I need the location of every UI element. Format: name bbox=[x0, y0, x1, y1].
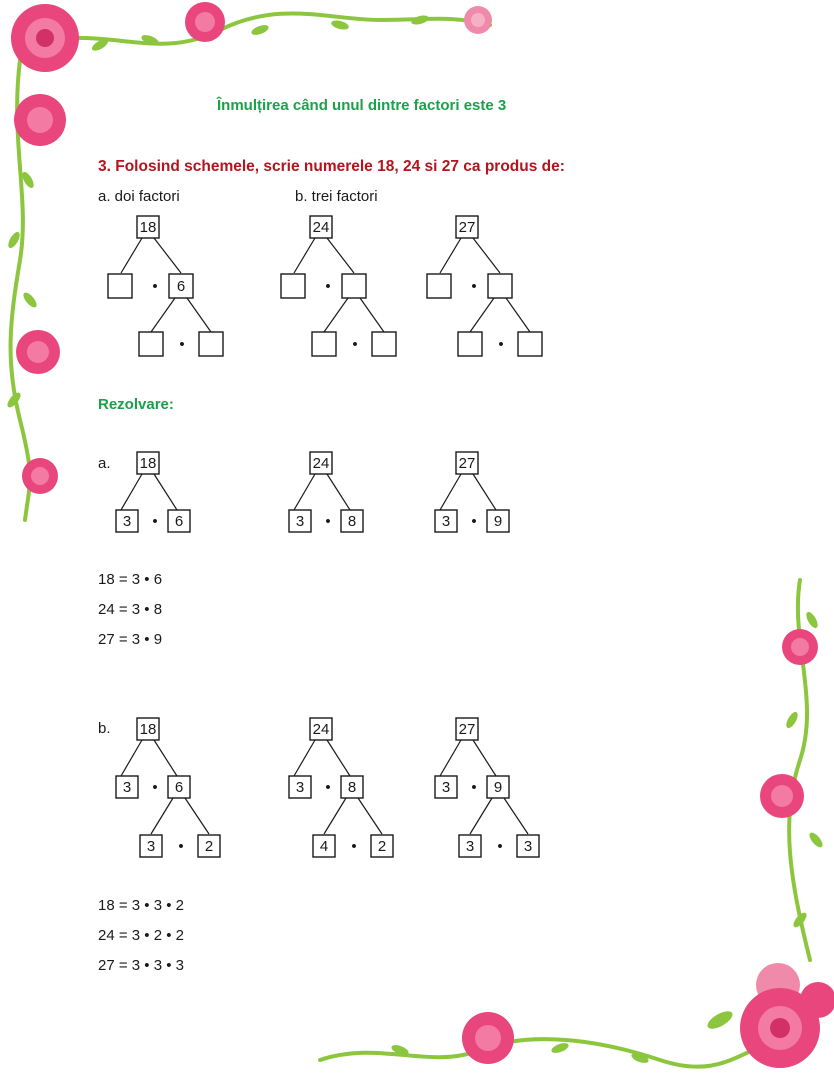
solution-b-tree-3-edge-sub-left bbox=[470, 798, 492, 834]
solution-b-tree-2-right-value: 8 bbox=[347, 779, 357, 796]
solution-b-tree-2-sub-left-value: 4 bbox=[319, 838, 329, 855]
solution-a-tree-1-edge-right bbox=[154, 474, 177, 510]
solution-b-tree-2-left-value: 3 bbox=[295, 779, 305, 796]
solution-a-tree-2-right-value: 8 bbox=[347, 513, 357, 530]
solution-b-tree-3-root-value: 27 bbox=[458, 721, 476, 738]
exercise-tree-2-edge-sub-right bbox=[360, 298, 384, 332]
solution-b-tree-1-right-value: 6 bbox=[174, 779, 184, 796]
solution-b-tree-1-sub-left-value: 3 bbox=[146, 838, 156, 855]
solution-a-tree-1-left-value: 3 bbox=[122, 513, 132, 530]
exercise-tree-1-dot: • bbox=[152, 278, 158, 295]
solution-b-tree-3-sub-dot: • bbox=[497, 838, 503, 855]
exercise-tree-2-edge-sub-left bbox=[324, 298, 348, 332]
exercise-tree-1-root-value: 18 bbox=[139, 219, 157, 236]
solution-b-tree-3-sub-left-value: 3 bbox=[465, 838, 475, 855]
solution-a-tree-2-edge-right bbox=[327, 474, 350, 510]
exercise-tree-2-edge-left bbox=[294, 238, 315, 273]
page-title: Înmulțirea când unul dintre factori este 3 bbox=[217, 97, 507, 114]
solution-b-tree-1-dot: • bbox=[152, 779, 158, 796]
solution-b-tree-1-left-value: 3 bbox=[122, 779, 132, 796]
solution-b-tree-2-edge-sub-left bbox=[324, 798, 346, 834]
exercise-tree-3-dot: • bbox=[471, 278, 477, 295]
solution-b-tree-2-sub-right-value: 2 bbox=[377, 838, 387, 855]
equation-b-3: 27 = 3 • 3 • 3 bbox=[98, 957, 184, 974]
exercise-tree-2-sub-dot: • bbox=[352, 336, 358, 353]
exercise-tree-1-edge-left bbox=[121, 238, 142, 273]
solution-b-tree-1-sub-dot: • bbox=[178, 838, 184, 855]
solution-a-tree-3-root-value: 27 bbox=[458, 455, 476, 472]
solution-a-tree-3-edge-left bbox=[440, 474, 461, 510]
solution-b-tree-2-dot: • bbox=[325, 779, 331, 796]
solution-b-tree-2-edge-left bbox=[294, 740, 315, 776]
exercise-tree-1-edge-sub-right bbox=[187, 298, 211, 332]
exercise-tree-3-edge-left bbox=[440, 238, 461, 273]
exercise-tree-2-sub-left-box bbox=[312, 332, 336, 356]
equation-a-3: 27 = 3 • 9 bbox=[98, 631, 163, 648]
solution-a-tree-3-edge-right bbox=[473, 474, 496, 510]
solution-a-tree-3-dot: • bbox=[471, 513, 477, 530]
solution-a-tree-3-right-value: 9 bbox=[493, 513, 503, 530]
exercise-tree-3-edge-sub-left bbox=[470, 298, 494, 332]
exercise-tree-2-root-value: 24 bbox=[312, 219, 330, 236]
exercise-tree-3-sub-right-box bbox=[518, 332, 542, 356]
exercise-tree-2-edge-right bbox=[327, 238, 354, 273]
solution-b-tree-3-right-value: 9 bbox=[493, 779, 503, 796]
option-a-label: a. doi factori bbox=[98, 188, 180, 205]
solution-a-tree-1-root-value: 18 bbox=[139, 455, 157, 472]
exercise-tree-1-right-value: 6 bbox=[176, 278, 186, 295]
solution-a-tree-2-dot: • bbox=[325, 513, 331, 530]
solution-b-tree-1-edge-right bbox=[154, 740, 177, 776]
solution-b-tree-3-edge-sub-right bbox=[504, 798, 528, 834]
solution-a-tree-3-left-value: 3 bbox=[441, 513, 451, 530]
exercise-tree-3-edge-right bbox=[473, 238, 500, 273]
solution-b-tree-3-edge-left bbox=[440, 740, 461, 776]
exercise-tree-1-edge-sub-left bbox=[151, 298, 175, 332]
solution-b-tree-1-edge-sub-left bbox=[151, 798, 173, 834]
solution-b-tree-1-edge-left bbox=[121, 740, 142, 776]
solution-b-tree-3-dot: • bbox=[471, 779, 477, 796]
solution-heading: Rezolvare: bbox=[98, 396, 174, 413]
exercise-tree-3-root-value: 27 bbox=[458, 219, 476, 236]
exercise-tree-1-sub-left-box bbox=[139, 332, 163, 356]
solution-a-tree-1-right-value: 6 bbox=[174, 513, 184, 530]
solution-b-tree-2-edge-sub-right bbox=[358, 798, 382, 834]
option-b-label: b. trei factori bbox=[295, 188, 378, 205]
solution-a-tree-2-left-value: 3 bbox=[295, 513, 305, 530]
exercise-tree-2-dot: • bbox=[325, 278, 331, 295]
exercise-tree-3-edge-sub-right bbox=[506, 298, 530, 332]
exercise-tree-1-edge-right bbox=[154, 238, 181, 273]
solution-b-tree-2-sub-dot: • bbox=[351, 838, 357, 855]
solution-b-tree-1-sub-right-value: 2 bbox=[204, 838, 214, 855]
solution-b-tree-2-edge-right bbox=[327, 740, 350, 776]
part-b-label: b. bbox=[98, 720, 111, 737]
solution-a-tree-2-edge-left bbox=[294, 474, 315, 510]
solution-b-tree-2-root-value: 24 bbox=[312, 721, 330, 738]
solution-b-tree-3-edge-right bbox=[473, 740, 496, 776]
exercise-tree-1-sub-right-box bbox=[199, 332, 223, 356]
solution-b-tree-1-root-value: 18 bbox=[139, 721, 157, 738]
solution-b-tree-1-edge-sub-right bbox=[185, 798, 209, 834]
exercise-tree-3-right-box bbox=[488, 274, 512, 298]
equation-b-1: 18 = 3 • 3 • 2 bbox=[98, 897, 184, 914]
solution-a-tree-2-root-value: 24 bbox=[312, 455, 330, 472]
exercise-tree-3-left-box bbox=[427, 274, 451, 298]
exercise-tree-3-sub-left-box bbox=[458, 332, 482, 356]
exercise-tree-2-sub-right-box bbox=[372, 332, 396, 356]
equation-a-1: 18 = 3 • 6 bbox=[98, 571, 163, 588]
solution-b-tree-3-sub-right-value: 3 bbox=[523, 838, 533, 855]
solution-a-tree-1-dot: • bbox=[152, 513, 158, 530]
equation-a-2: 24 = 3 • 8 bbox=[98, 601, 163, 618]
task-statement: 3. Folosind schemele, scrie numerele 18, 24 si 27 ca produs de: bbox=[98, 158, 565, 175]
exercise-tree-3-sub-dot: • bbox=[498, 336, 504, 353]
exercise-tree-1-left-box bbox=[108, 274, 132, 298]
exercise-tree-2-left-box bbox=[281, 274, 305, 298]
solution-b-tree-3-left-value: 3 bbox=[441, 779, 451, 796]
solution-a-tree-1-edge-left bbox=[121, 474, 142, 510]
exercise-tree-1-sub-dot: • bbox=[179, 336, 185, 353]
equation-b-2: 24 = 3 • 2 • 2 bbox=[98, 927, 184, 944]
part-a-label: a. bbox=[98, 455, 111, 472]
exercise-tree-2-right-box bbox=[342, 274, 366, 298]
